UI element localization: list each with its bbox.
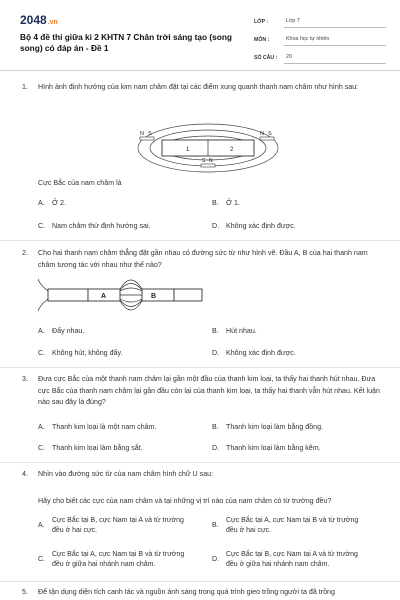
q3-option-c[interactable]: C. Thanh kim loại làm bằng sắt. xyxy=(38,444,143,452)
question-5 xyxy=(22,587,382,600)
question-number: 1. xyxy=(22,83,28,91)
figure-bar-magnet-compasses xyxy=(132,122,284,174)
q2-option-b[interactable]: B. Hút nhau. xyxy=(212,327,257,335)
compass-right-n: N xyxy=(260,131,264,137)
meta-class-row xyxy=(254,10,386,28)
compass-mid-n: N xyxy=(209,158,213,164)
question-number: 2. xyxy=(22,249,28,257)
q3-option-a[interactable]: A. Thanh kim loại là một nam châm. xyxy=(38,423,157,431)
question-text: Hình ảnh định hướng của kim nam châm đặt tại các điểm xung quanh thanh nam châm như hình sau: xyxy=(38,83,359,91)
q4-option-b[interactable]: B. Cực Bắc tại A, cực Nam tại B và từ trường đều ở hai cực. xyxy=(212,517,359,534)
logo-suffix: .vn xyxy=(47,19,58,26)
figure-two-bar-magnets xyxy=(38,275,208,315)
compass-mid-s: S xyxy=(202,158,206,164)
magnet-a-label: A xyxy=(101,293,107,300)
magnet-b-label: B xyxy=(151,293,157,300)
document-header xyxy=(0,0,400,71)
question-stem: Hãy cho biết các cực của nam châm và tại những vị trí nào của nam châm có từ trường đều? xyxy=(38,497,332,505)
question-text: Đưa cực Bắc của một thanh nam châm lại gần một đầu của thanh kim loại, ta thấy hai thanh hút nhau. Đưa cực Bắc của thanh nam châm lại gần đầu còn lại của thanh kim loại, ta thấy hai thanh vẫn hút nhau. Kết luận nào sau đây là đúng? xyxy=(38,375,380,406)
q4-option-c[interactable]: C. Cực Bắc tại A, cực Nam tại B và từ trường đều ở giữa hai nhánh nam châm. xyxy=(38,551,185,568)
subject-label: MÔN : xyxy=(254,37,270,43)
exam-meta xyxy=(254,10,386,64)
question-text: Nhìn vào đường sức từ của nam châm hình chữ U sau: xyxy=(38,470,214,478)
question-number: 5. xyxy=(22,588,28,596)
q1-option-d[interactable]: D. Không xác định được. xyxy=(212,222,296,230)
q2-option-a[interactable]: A. Đẩy nhau. xyxy=(38,327,85,335)
divider xyxy=(0,240,400,241)
meta-subject-row xyxy=(254,28,386,46)
logo-number: 2048 xyxy=(20,13,47,27)
divider xyxy=(0,367,400,368)
compass-left-s: S xyxy=(148,131,152,137)
subject-value: Khoa học tự nhiên xyxy=(284,36,386,46)
q3-option-d[interactable]: D. Thanh kim loại làm bằng kẽm. xyxy=(212,444,321,452)
exam-title: Bộ 4 đề thi giữa kì 2 KHTN 7 Chân trời sáng tạo (song song) có đáp án - Đề 1 xyxy=(20,32,232,53)
compass-left-n: N xyxy=(140,131,144,137)
divider xyxy=(0,462,400,463)
q2-option-c[interactable]: C. Không hút, không đẩy. xyxy=(38,349,123,357)
question-text: Để tận dụng diện tích canh tác và nguồn ánh sáng trong quá trình gieo trồng người ta đã trồng xyxy=(38,588,335,596)
question-stem: Cực Bắc của nam châm là xyxy=(38,179,122,187)
q1-option-a[interactable]: A. Ở 2. xyxy=(38,199,66,207)
q2-option-d[interactable]: D. Không xác định được. xyxy=(212,349,296,357)
count-value: 20 xyxy=(284,54,386,64)
q1-option-c[interactable]: C. Nam châm thử định hướng sai. xyxy=(38,222,151,230)
class-label: LỚP : xyxy=(254,19,269,25)
meta-count-row xyxy=(254,46,386,64)
figure-label-1: 1 xyxy=(186,147,190,153)
question-number: 3. xyxy=(22,375,28,383)
compass-right-s: S xyxy=(268,131,272,137)
question-text: Cho hai thanh nam châm thẳng đặt gần nhau có đường sức từ như hình vẽ. Đầu A, B của hai thanh nam châm tương tác với nhau như thế nào? xyxy=(38,249,368,269)
class-value: Lớp 7 xyxy=(284,18,386,28)
figure-label-2: 2 xyxy=(230,147,234,153)
divider xyxy=(0,581,400,582)
count-label: SỐ CÂU : xyxy=(254,55,278,61)
q3-option-b[interactable]: B. Thanh kim loại làm bằng đồng. xyxy=(212,423,324,431)
question-number: 4. xyxy=(22,470,28,478)
q1-option-b[interactable]: B. Ở 1. xyxy=(212,199,240,207)
q4-option-d[interactable]: D. Cực Bắc tại B, cực Nam tại A và từ trường đều ở giữa hai nhánh nam châm. xyxy=(212,551,358,568)
q4-option-a[interactable]: A. Cực Bắc tại B, cực Nam tại A và từ trường đều ở hai cực. xyxy=(38,517,184,534)
site-logo[interactable] xyxy=(20,13,58,27)
